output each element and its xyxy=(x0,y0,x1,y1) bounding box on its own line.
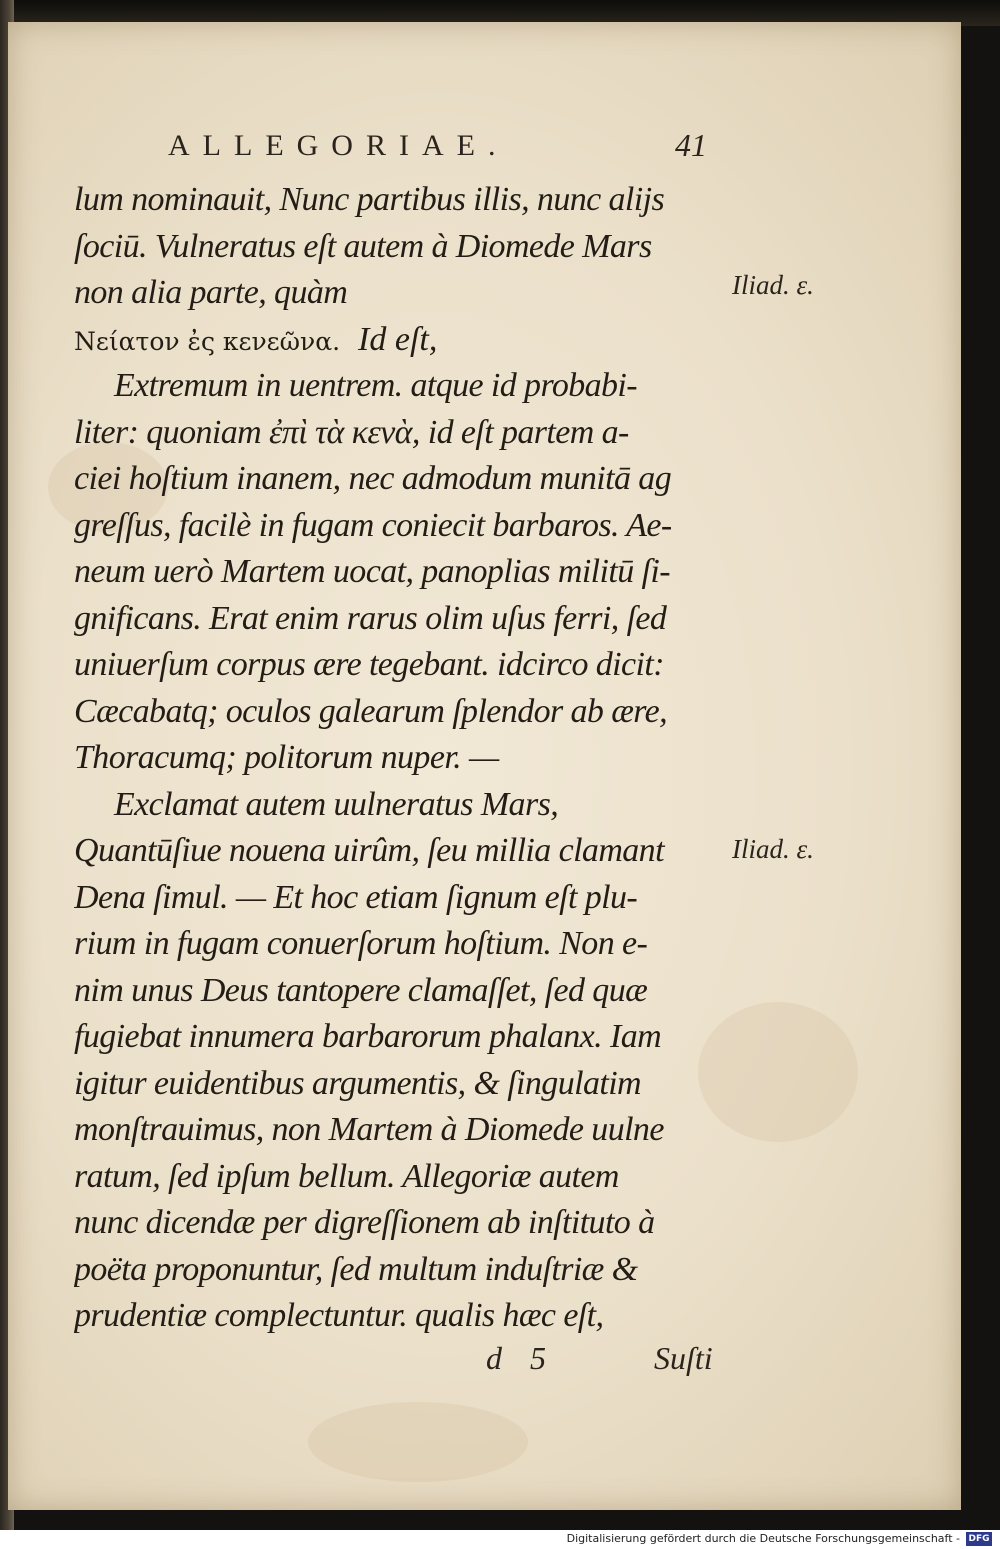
text-line: ſociū. Vulneratus eſt autem à Diomede Mars xyxy=(74,227,652,265)
text-line: ciei hoſtium inanem, nec admodum munitā ag xyxy=(74,460,672,497)
digitization-credit: Digitalisierung gefördert durch die Deutsche Forschungsgemeinschaft - xyxy=(566,1532,960,1545)
text-line: Dena ſimul. — Et hoc etiam ſignum eſt plu- xyxy=(74,878,638,916)
text-line: ratum, ſed ipſum bellum. Allegoriæ autem xyxy=(74,1157,619,1195)
text-line: Extremum in uentrem. atque id probabi- xyxy=(114,367,637,404)
digitization-footer xyxy=(0,1530,1000,1549)
signature-mark: d 5 xyxy=(486,1340,546,1376)
text-line: igitur euidentibus argumentis, & ſingulatim xyxy=(74,1064,641,1102)
text-line: neum uerò Martem uocat, panoplias militū ſi- xyxy=(74,553,670,590)
text-line: monſtrauimus, non Martem à Diomede uulne xyxy=(74,1111,664,1148)
text-line: Quantūſiue nouena uirûm, ſeu millia clamant xyxy=(74,832,664,869)
text-line: gnificans. Erat enim rarus olim uſus ferri, ſed xyxy=(74,599,667,637)
text-line: Cæcabatq; oculos galearum ſplendor ab ære, xyxy=(74,692,668,730)
text-line: nim unus Deus tantopere clamaſſet, ſed quæ xyxy=(74,971,648,1009)
text-line: rium in fugam conuerſorum hoſtium. Non e- xyxy=(74,925,648,962)
text-line: liter: quoniam ἐπὶ τὰ κενὰ, id eſt partem a- xyxy=(74,413,629,451)
text-line: poëta proponuntur, ſed multum induſtriæ & xyxy=(74,1250,638,1288)
text-line: greſſus, facilè in fugam coniecit barbaros. Ae- xyxy=(74,506,672,544)
greek-gloss: Id eſt, xyxy=(358,320,438,358)
book-page xyxy=(8,22,961,1510)
page-header xyxy=(8,129,961,173)
text-block xyxy=(74,177,724,1340)
text-line: fugiebat innumera barbarorum phalanx. Iam xyxy=(74,1018,662,1055)
dfg-logo: DFG xyxy=(966,1532,992,1546)
marginal-note-iliad: Iliad. ε. xyxy=(732,834,814,864)
text-line: uniuerſum corpus ære tegebant. idcirco dicit: xyxy=(74,646,664,683)
text-line: Exclamat autem uulneratus Mars, xyxy=(114,785,559,823)
text-line: lum nominauit, Nunc partibus illis, nunc alijs xyxy=(74,181,665,218)
running-title: ALLEGORIAE. xyxy=(168,129,509,162)
text-line: nunc dicendæ per digreſſionem ab inſtituto à xyxy=(74,1204,655,1241)
text-line: non alia parte, quàm xyxy=(74,274,348,311)
text-line: Thoracumq; politorum nuper. — xyxy=(74,739,499,776)
paper-stain xyxy=(308,1402,528,1482)
page-number: 41 xyxy=(675,127,707,163)
text-line: prudentiæ complectuntur. qualis hæc eſt, xyxy=(74,1297,604,1334)
catchword: Suſti xyxy=(654,1340,713,1376)
greek-quote: Νείατον ἐς κενεῶνα. xyxy=(74,326,341,356)
marginal-note-iliad: Iliad. ε. xyxy=(732,270,814,300)
greek-quote-line xyxy=(74,317,724,364)
